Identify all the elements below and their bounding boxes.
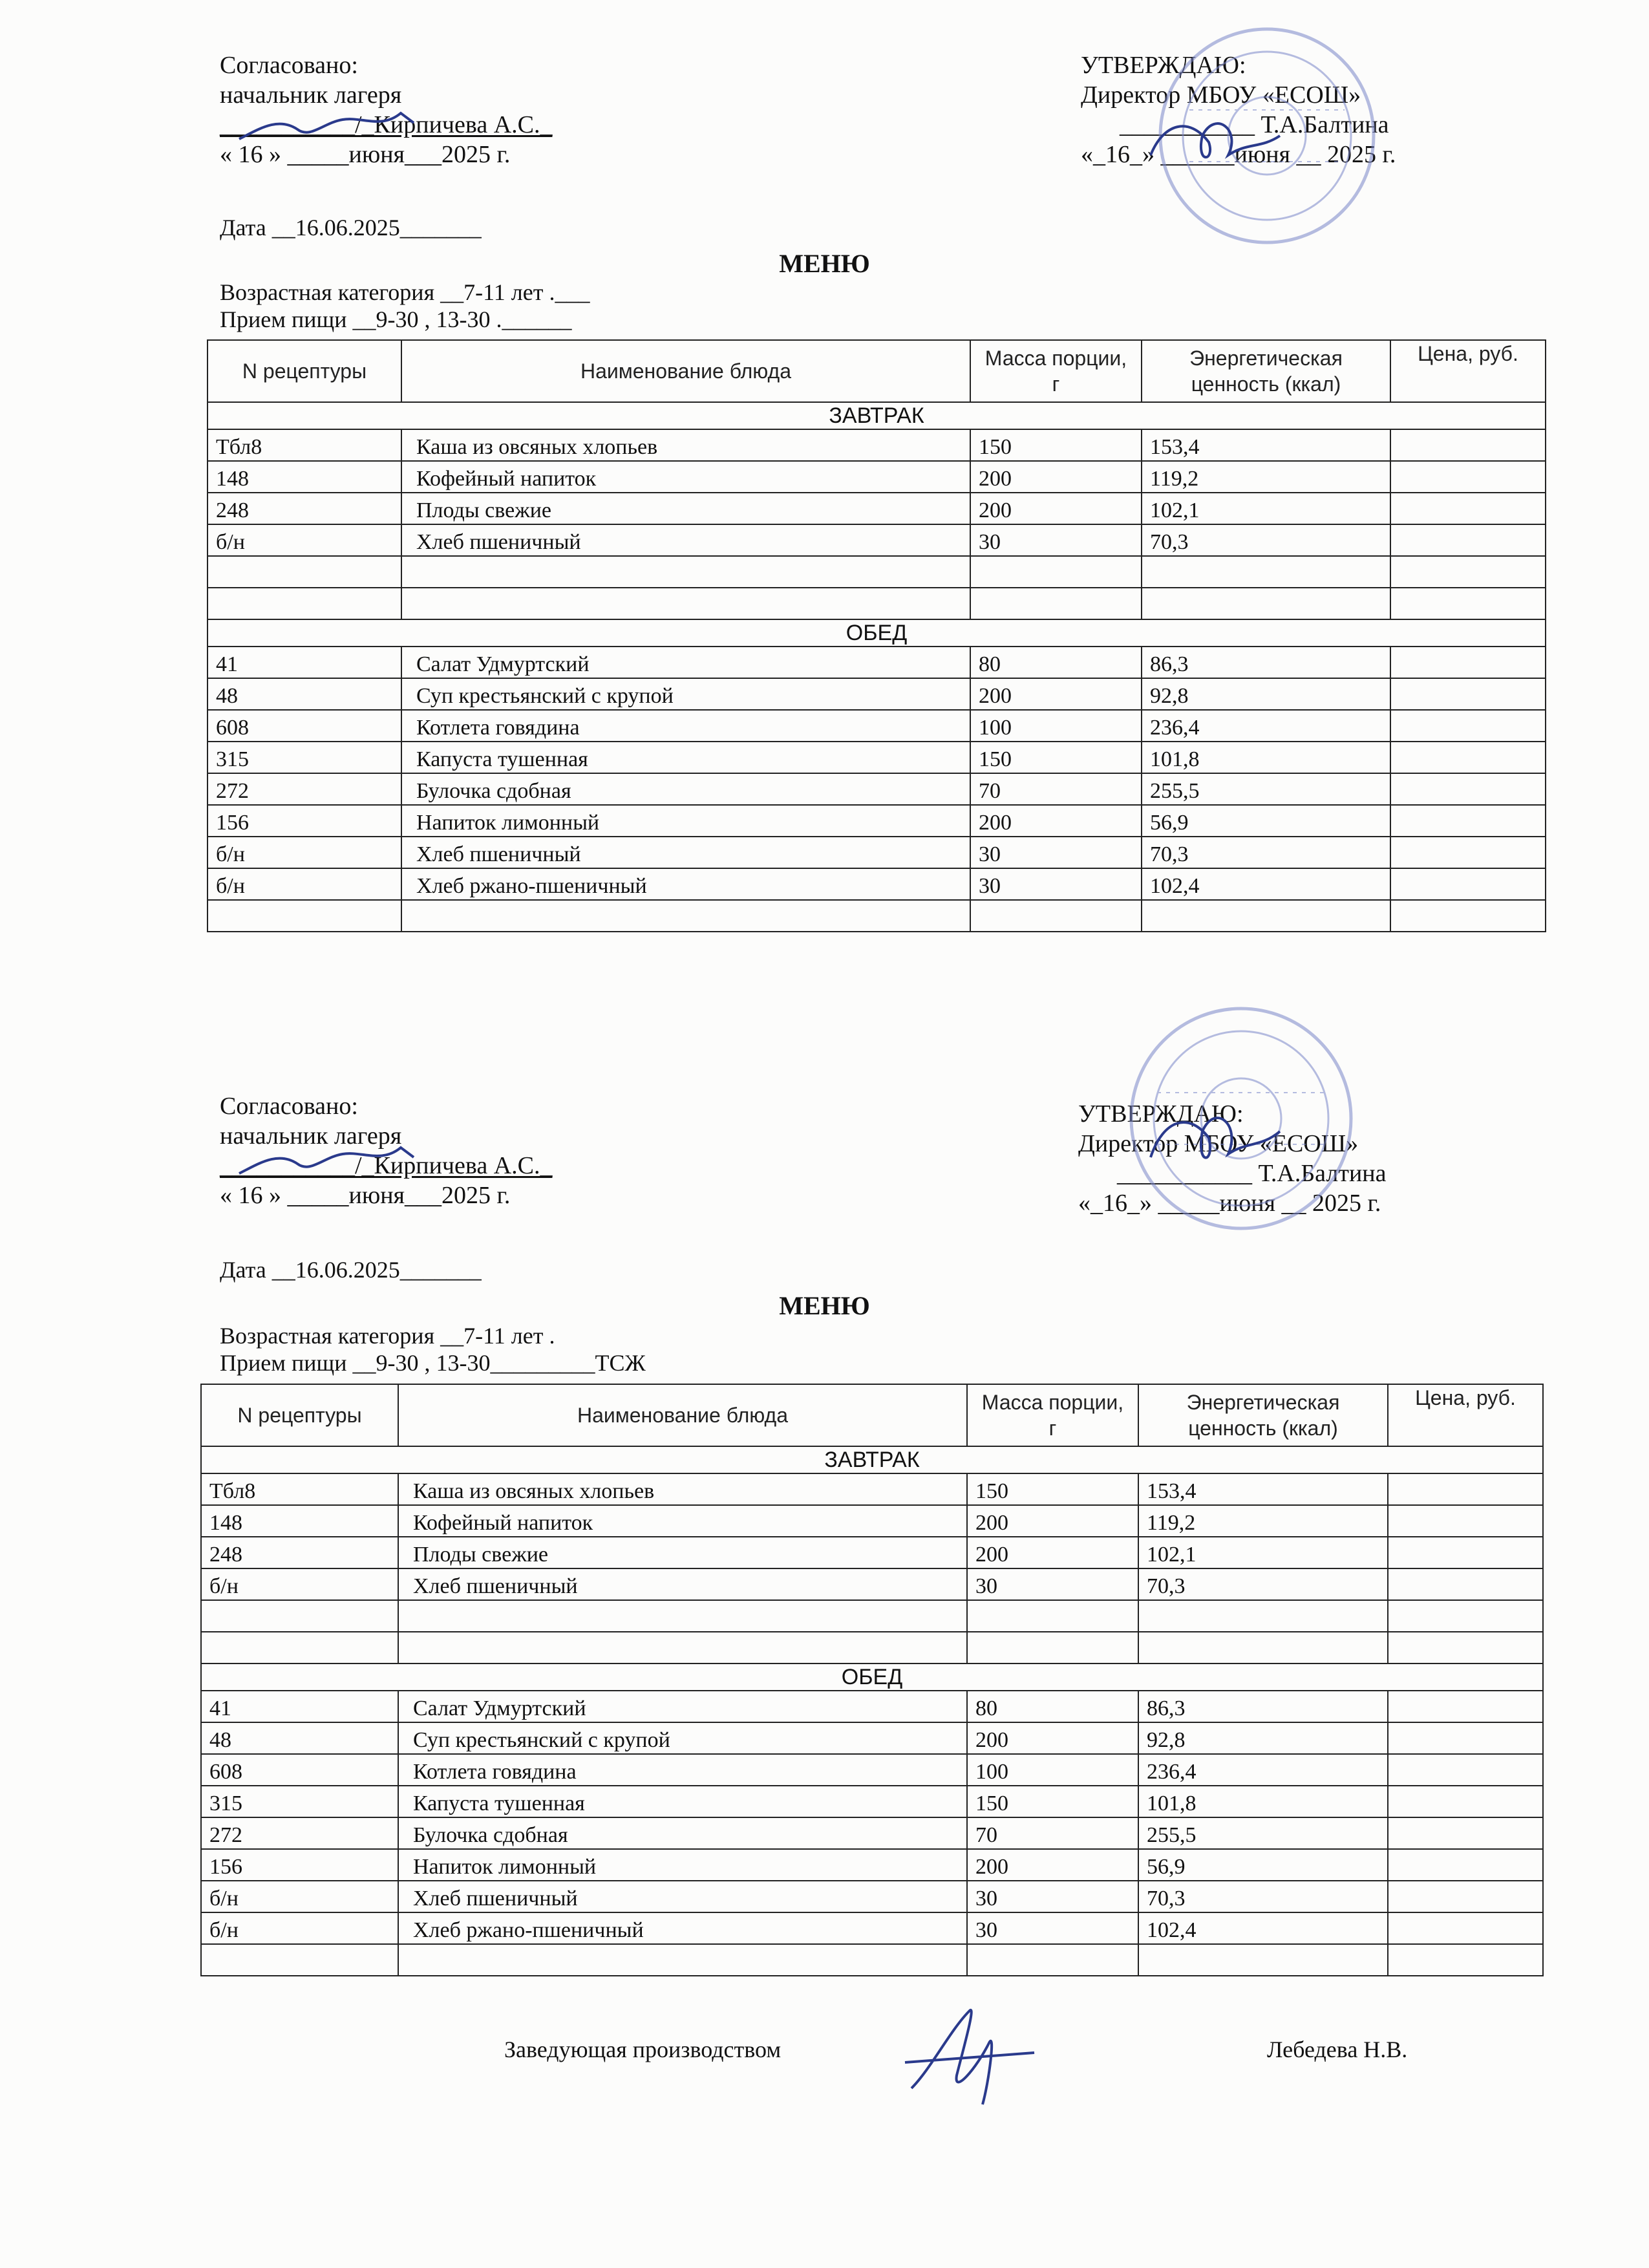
recipe-number-cell: 48	[207, 678, 401, 710]
price-cell	[1390, 588, 1546, 619]
right-date-line: «_16_» _____июня __ 2025 г.	[1078, 1190, 1381, 1217]
recipe-number-cell: Тбл8	[201, 1473, 398, 1505]
portion-weight-cell: 200	[967, 1722, 1138, 1754]
energy-value-cell: 153,4	[1138, 1473, 1388, 1505]
camp-head-position: начальник лагеря	[220, 1122, 402, 1150]
recipe-number-cell: 156	[201, 1849, 398, 1881]
portion-weight-cell: 200	[970, 805, 1142, 837]
price-cell	[1390, 900, 1546, 932]
table-row	[207, 647, 1546, 678]
table-header-row	[201, 1384, 1543, 1446]
energy-value-cell	[1142, 900, 1390, 932]
energy-value-cell	[1138, 1632, 1388, 1664]
camp-head-position: начальник лагеря	[220, 81, 402, 109]
dish-name-cell: Суп крестьянский с крупой	[401, 678, 970, 710]
table-row	[207, 710, 1546, 742]
meal-times: Прием пищи __9-30 , 13-30 .______	[220, 306, 572, 332]
price-cell	[1390, 868, 1546, 900]
portion-weight-cell	[967, 1632, 1138, 1664]
column-header: Наименование блюда	[401, 340, 970, 402]
section-title: ЗАВТРАК	[207, 402, 1546, 429]
price-cell	[1388, 1537, 1543, 1568]
dish-name-cell: Салат Удмуртский	[401, 647, 970, 678]
portion-weight-cell	[970, 556, 1142, 588]
menu-table-body	[201, 1384, 1543, 1976]
portion-weight-cell: 70	[967, 1817, 1138, 1849]
portion-weight-cell	[970, 588, 1142, 619]
energy-value-cell: 86,3	[1142, 647, 1390, 678]
recipe-number-cell	[207, 556, 401, 588]
recipe-number-cell: 41	[207, 647, 401, 678]
menu-date: Дата __16.06.2025_______	[220, 1257, 482, 1283]
dish-name-cell	[401, 900, 970, 932]
dish-name-cell: Хлеб пшеничный	[398, 1568, 967, 1600]
menu-table-body	[207, 340, 1546, 932]
energy-value-cell: 236,4	[1142, 710, 1390, 742]
energy-value-cell: 153,4	[1142, 429, 1390, 461]
energy-value-cell: 86,3	[1138, 1691, 1388, 1722]
energy-value-cell: 102,1	[1142, 493, 1390, 524]
table-row	[207, 588, 1546, 619]
dish-name-cell: Хлеб пшеничный	[401, 837, 970, 868]
portion-weight-cell: 150	[967, 1786, 1138, 1817]
price-cell	[1388, 1600, 1543, 1632]
price-cell	[1388, 1754, 1543, 1786]
price-cell	[1390, 556, 1546, 588]
price-cell	[1390, 429, 1546, 461]
price-cell	[1390, 742, 1546, 773]
dish-name-cell	[398, 1600, 967, 1632]
dish-name-cell: Салат Удмуртский	[398, 1691, 967, 1722]
director-signature-icon	[1138, 103, 1293, 175]
portion-weight-cell: 30	[970, 868, 1142, 900]
production-manager-label: Заведующая производством	[504, 2037, 782, 2062]
recipe-number-cell	[201, 1632, 398, 1664]
price-cell	[1390, 678, 1546, 710]
price-cell	[1388, 1505, 1543, 1537]
price-cell	[1388, 1722, 1543, 1754]
energy-value-cell: 70,3	[1142, 837, 1390, 868]
recipe-number-cell: б/н	[207, 837, 401, 868]
table-row	[201, 1473, 1543, 1505]
menu-title: МЕНЮ	[779, 249, 870, 278]
price-cell	[1390, 710, 1546, 742]
energy-value-cell: 236,4	[1138, 1754, 1388, 1786]
price-cell	[1390, 493, 1546, 524]
table-row	[201, 1600, 1543, 1632]
camp-head-signline: ___________/_Кирпичева А.С._	[220, 1152, 553, 1179]
table-row	[207, 556, 1546, 588]
recipe-number-cell: 272	[207, 773, 401, 805]
portion-weight-cell: 150	[970, 429, 1142, 461]
portion-weight-cell: 200	[970, 493, 1142, 524]
price-cell	[1390, 805, 1546, 837]
menu-date: Дата __16.06.2025_______	[220, 215, 482, 241]
dish-name-cell: Плоды свежие	[398, 1537, 967, 1568]
price-cell	[1388, 1817, 1543, 1849]
table-row	[207, 742, 1546, 773]
energy-value-cell: 101,8	[1142, 742, 1390, 773]
price-cell	[1388, 1473, 1543, 1505]
table-row	[201, 1632, 1543, 1664]
price-cell	[1388, 1881, 1543, 1912]
energy-value-cell	[1142, 556, 1390, 588]
recipe-number-cell: 608	[207, 710, 401, 742]
section-row	[201, 1446, 1543, 1473]
energy-value-cell	[1138, 1600, 1388, 1632]
dish-name-cell	[398, 1944, 967, 1976]
dish-name-cell: Кофейный напиток	[398, 1505, 967, 1537]
dish-name-cell: Хлеб пшеничный	[398, 1881, 967, 1912]
age-category: Возрастная категория __7-11 лет .___	[220, 279, 590, 305]
section-title: ОБЕД	[207, 619, 1546, 647]
dish-name-cell: Булочка сдобная	[398, 1817, 967, 1849]
portion-weight-cell: 100	[970, 710, 1142, 742]
section-title: ЗАВТРАК	[201, 1446, 1543, 1473]
energy-value-cell: 56,9	[1138, 1849, 1388, 1881]
portion-weight-cell: 200	[970, 678, 1142, 710]
approve-label: УТВЕРЖДАЮ:	[1081, 52, 1246, 79]
director-signline: ___________ Т.А.Балтина	[1120, 111, 1389, 138]
section-title: ОБЕД	[201, 1664, 1543, 1691]
price-cell	[1390, 837, 1546, 868]
energy-value-cell: 255,5	[1142, 773, 1390, 805]
menu-table-1	[207, 339, 1546, 932]
energy-value-cell: 92,8	[1142, 678, 1390, 710]
camp-head-signature-icon	[233, 110, 427, 149]
portion-weight-cell	[967, 1944, 1138, 1976]
dish-name-cell: Суп крестьянский с крупой	[398, 1722, 967, 1754]
table-row	[201, 1786, 1543, 1817]
director-signline: ___________ Т.А.Балтина	[1117, 1160, 1387, 1187]
dish-name-cell	[401, 588, 970, 619]
price-cell	[1390, 461, 1546, 493]
dish-name-cell: Котлета говядина	[401, 710, 970, 742]
energy-value-cell: 56,9	[1142, 805, 1390, 837]
portion-weight-cell	[967, 1600, 1138, 1632]
portion-weight-cell: 100	[967, 1754, 1138, 1786]
portion-weight-cell: 200	[967, 1849, 1138, 1881]
price-cell	[1388, 1568, 1543, 1600]
dish-name-cell: Хлеб пшеничный	[401, 524, 970, 556]
price-cell	[1388, 1786, 1543, 1817]
dish-name-cell: Каша из овсяных хлопьев	[401, 429, 970, 461]
table-row	[207, 773, 1546, 805]
production-manager-signature-icon	[892, 1991, 1047, 2114]
energy-value-cell	[1142, 588, 1390, 619]
dish-name-cell: Плоды свежие	[401, 493, 970, 524]
price-cell	[1388, 1849, 1543, 1881]
recipe-number-cell: б/н	[207, 524, 401, 556]
energy-value-cell: 92,8	[1138, 1722, 1388, 1754]
right-date-line: «_16_» ______июня __ 2025 г.	[1081, 141, 1396, 168]
dish-name-cell: Напиток лимонный	[401, 805, 970, 837]
dish-name-cell: Хлеб ржано-пшеничный	[401, 868, 970, 900]
recipe-number-cell: 315	[207, 742, 401, 773]
column-header: Энергетическая ценность (ккал)	[1138, 1384, 1388, 1446]
left-date-line: « 16 » _____июня___2025 г.	[220, 141, 511, 168]
recipe-number-cell: 148	[201, 1505, 398, 1537]
recipe-number-cell: 148	[207, 461, 401, 493]
recipe-number-cell: 156	[207, 805, 401, 837]
portion-weight-cell: 30	[967, 1912, 1138, 1944]
price-cell	[1388, 1944, 1543, 1976]
price-cell	[1390, 524, 1546, 556]
recipe-number-cell: 48	[201, 1722, 398, 1754]
table-row	[207, 868, 1546, 900]
price-cell	[1388, 1912, 1543, 1944]
column-header: Цена, руб.	[1388, 1384, 1543, 1446]
recipe-number-cell: б/н	[201, 1881, 398, 1912]
recipe-number-cell: б/н	[207, 868, 401, 900]
table-row	[201, 1722, 1543, 1754]
portion-weight-cell: 30	[970, 837, 1142, 868]
recipe-number-cell	[207, 588, 401, 619]
age-category: Возрастная категория __7-11 лет .	[220, 1323, 555, 1349]
energy-value-cell: 119,2	[1138, 1505, 1388, 1537]
energy-value-cell: 102,4	[1138, 1912, 1388, 1944]
table-row	[201, 1754, 1543, 1786]
recipe-number-cell: б/н	[201, 1568, 398, 1600]
portion-weight-cell: 150	[967, 1473, 1138, 1505]
table-row	[201, 1505, 1543, 1537]
column-header: N рецептуры	[207, 340, 401, 402]
portion-weight-cell: 150	[970, 742, 1142, 773]
portion-weight-cell: 200	[970, 461, 1142, 493]
table-row	[207, 524, 1546, 556]
menu-title: МЕНЮ	[779, 1291, 870, 1320]
recipe-number-cell: 608	[201, 1754, 398, 1786]
left-date-line: « 16 » _____июня___2025 г.	[220, 1182, 511, 1209]
table-row	[207, 493, 1546, 524]
camp-head-signline: ___________/_Кирпичева А.С._	[220, 111, 553, 138]
table-row	[207, 429, 1546, 461]
dish-name-cell	[398, 1632, 967, 1664]
portion-weight-cell	[970, 900, 1142, 932]
dish-name-cell: Кофейный напиток	[401, 461, 970, 493]
menu-table-2	[200, 1384, 1544, 1976]
table-row	[201, 1537, 1543, 1568]
dish-name-cell: Напиток лимонный	[398, 1849, 967, 1881]
energy-value-cell: 70,3	[1138, 1881, 1388, 1912]
meal-times: Прием пищи __9-30 , 13-30_________ТСЖ	[220, 1350, 646, 1376]
table-row	[201, 1817, 1543, 1849]
table-row	[201, 1881, 1543, 1912]
agreed-label: Согласовано:	[220, 52, 358, 79]
agreed-label: Согласовано:	[220, 1093, 358, 1120]
energy-value-cell: 70,3	[1138, 1568, 1388, 1600]
approve-label: УТВЕРЖДАЮ:	[1078, 1100, 1244, 1128]
section-row	[207, 619, 1546, 647]
portion-weight-cell: 80	[967, 1691, 1138, 1722]
section-row	[201, 1664, 1543, 1691]
table-row	[201, 1849, 1543, 1881]
production-manager-name: Лебедева Н.В.	[1267, 2037, 1408, 2062]
table-row	[207, 461, 1546, 493]
table-row	[201, 1912, 1543, 1944]
dish-name-cell: Котлета говядина	[398, 1754, 967, 1786]
energy-value-cell	[1138, 1944, 1388, 1976]
column-header: N рецептуры	[201, 1384, 398, 1446]
recipe-number-cell: Тбл8	[207, 429, 401, 461]
portion-weight-cell: 30	[970, 524, 1142, 556]
column-header: Наименование блюда	[398, 1384, 967, 1446]
director-position: Директор МБОУ «ЕСОШ»	[1081, 81, 1361, 109]
table-row	[207, 805, 1546, 837]
energy-value-cell: 102,4	[1142, 868, 1390, 900]
director-position: Директор МБОУ «ЕСОШ»	[1078, 1130, 1359, 1157]
column-header: Энергетическая ценность (ккал)	[1142, 340, 1390, 402]
camp-head-signature-icon	[233, 1144, 427, 1183]
recipe-number-cell: 248	[201, 1537, 398, 1568]
table-row	[207, 837, 1546, 868]
recipe-number-cell: б/н	[201, 1912, 398, 1944]
portion-weight-cell: 70	[970, 773, 1142, 805]
recipe-number-cell: 315	[201, 1786, 398, 1817]
table-row	[201, 1691, 1543, 1722]
section-row	[207, 402, 1546, 429]
recipe-number-cell	[201, 1600, 398, 1632]
price-cell	[1390, 773, 1546, 805]
portion-weight-cell: 80	[970, 647, 1142, 678]
dish-name-cell: Капуста тушенная	[398, 1786, 967, 1817]
price-cell	[1388, 1632, 1543, 1664]
dish-name-cell	[401, 556, 970, 588]
dish-name-cell: Хлеб ржано-пшеничный	[398, 1912, 967, 1944]
table-row	[201, 1568, 1543, 1600]
recipe-number-cell	[207, 900, 401, 932]
energy-value-cell: 255,5	[1138, 1817, 1388, 1849]
price-cell	[1390, 647, 1546, 678]
table-header-row	[207, 340, 1546, 402]
portion-weight-cell: 200	[967, 1537, 1138, 1568]
recipe-number-cell: 41	[201, 1691, 398, 1722]
column-header: Масса порции, г	[970, 340, 1142, 402]
portion-weight-cell: 30	[967, 1881, 1138, 1912]
column-header: Цена, руб.	[1390, 340, 1546, 402]
column-header: Масса порции, г	[967, 1384, 1138, 1446]
energy-value-cell: 70,3	[1142, 524, 1390, 556]
director-signature-icon	[1138, 1093, 1293, 1177]
energy-value-cell: 101,8	[1138, 1786, 1388, 1817]
energy-value-cell: 119,2	[1142, 461, 1390, 493]
energy-value-cell: 102,1	[1138, 1537, 1388, 1568]
dish-name-cell: Булочка сдобная	[401, 773, 970, 805]
portion-weight-cell: 200	[967, 1505, 1138, 1537]
table-row	[207, 678, 1546, 710]
dish-name-cell: Капуста тушенная	[401, 742, 970, 773]
dish-name-cell: Каша из овсяных хлопьев	[398, 1473, 967, 1505]
recipe-number-cell: 272	[201, 1817, 398, 1849]
table-row	[201, 1944, 1543, 1976]
recipe-number-cell	[201, 1944, 398, 1976]
table-row	[207, 900, 1546, 932]
recipe-number-cell: 248	[207, 493, 401, 524]
portion-weight-cell: 30	[967, 1568, 1138, 1600]
price-cell	[1388, 1691, 1543, 1722]
